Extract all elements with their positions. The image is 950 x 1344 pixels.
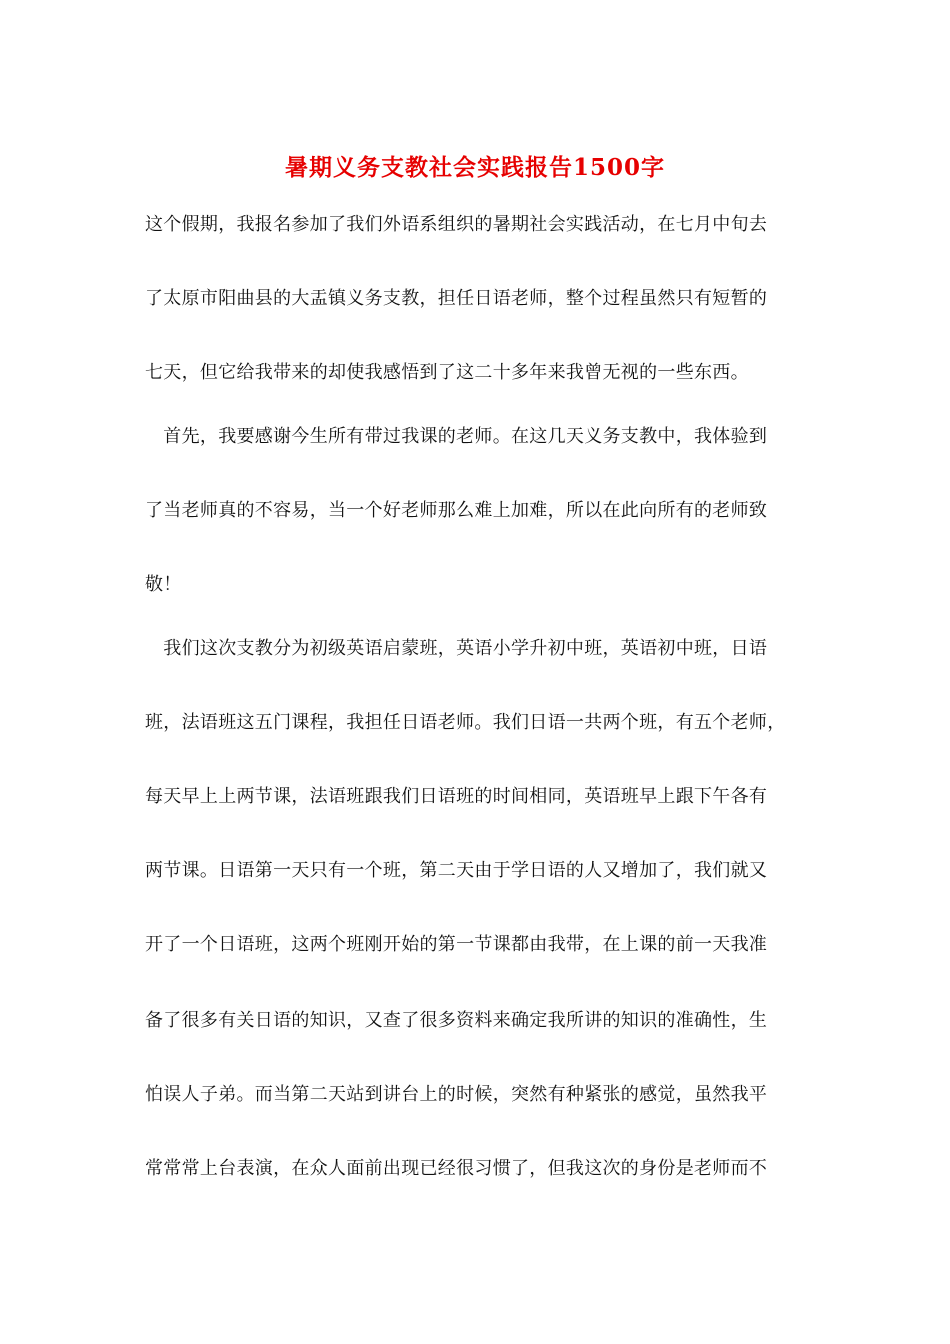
- document-title: 暑期义务支教社会实践报告1500字: [284, 154, 665, 181]
- paragraph-line: 班，法语班这五门课程，我担任日语老师。我们日语一共两个班，有五个老师，: [145, 712, 786, 733]
- paragraph-line: 怕误人子弟。而当第二天站到讲台上的时候，突然有种紧张的感觉，虽然我平: [145, 1084, 768, 1105]
- paragraph-line: 常常常上台表演，在众人面前出现已经很习惯了，但我这次的身份是老师而不: [145, 1158, 768, 1179]
- paragraph-line: 这个假期，我报名参加了我们外语系组织的暑期社会实践活动，在七月中旬去: [145, 214, 768, 235]
- paragraph-line: 了当老师真的不容易，当一个好老师那么难上加难，所以在此向所有的老师致: [145, 500, 768, 521]
- paragraph-line: 敬！: [145, 574, 182, 595]
- paragraph-line: 每天早上上两节课，法语班跟我们日语班的时间相同，英语班早上跟下午各有: [145, 786, 768, 807]
- paragraph-line: 两节课。日语第一天只有一个班，第二天由于学日语的人又增加了，我们就又: [145, 860, 768, 881]
- paragraph-line: 备了很多有关日语的知识，又查了很多资料来确定我所讲的知识的准确性，生: [145, 1010, 768, 1031]
- paragraph-line: 了太原市阳曲县的大盂镇义务支教，担任日语老师，整个过程虽然只有短暂的: [145, 288, 768, 309]
- paragraph-line: 我们这次支教分为初级英语启蒙班，英语小学升初中班，英语初中班，日语: [145, 638, 768, 659]
- paragraph-line: 七天，但它给我带来的却使我感悟到了这二十多年来我曾无视的一些东西。: [145, 362, 749, 383]
- paragraph-line: 开了一个日语班，这两个班刚开始的第一节课都由我带，在上课的前一天我准: [145, 934, 768, 955]
- paragraph-line: 首先，我要感谢今生所有带过我课的老师。在这几天义务支教中，我体验到: [145, 426, 768, 447]
